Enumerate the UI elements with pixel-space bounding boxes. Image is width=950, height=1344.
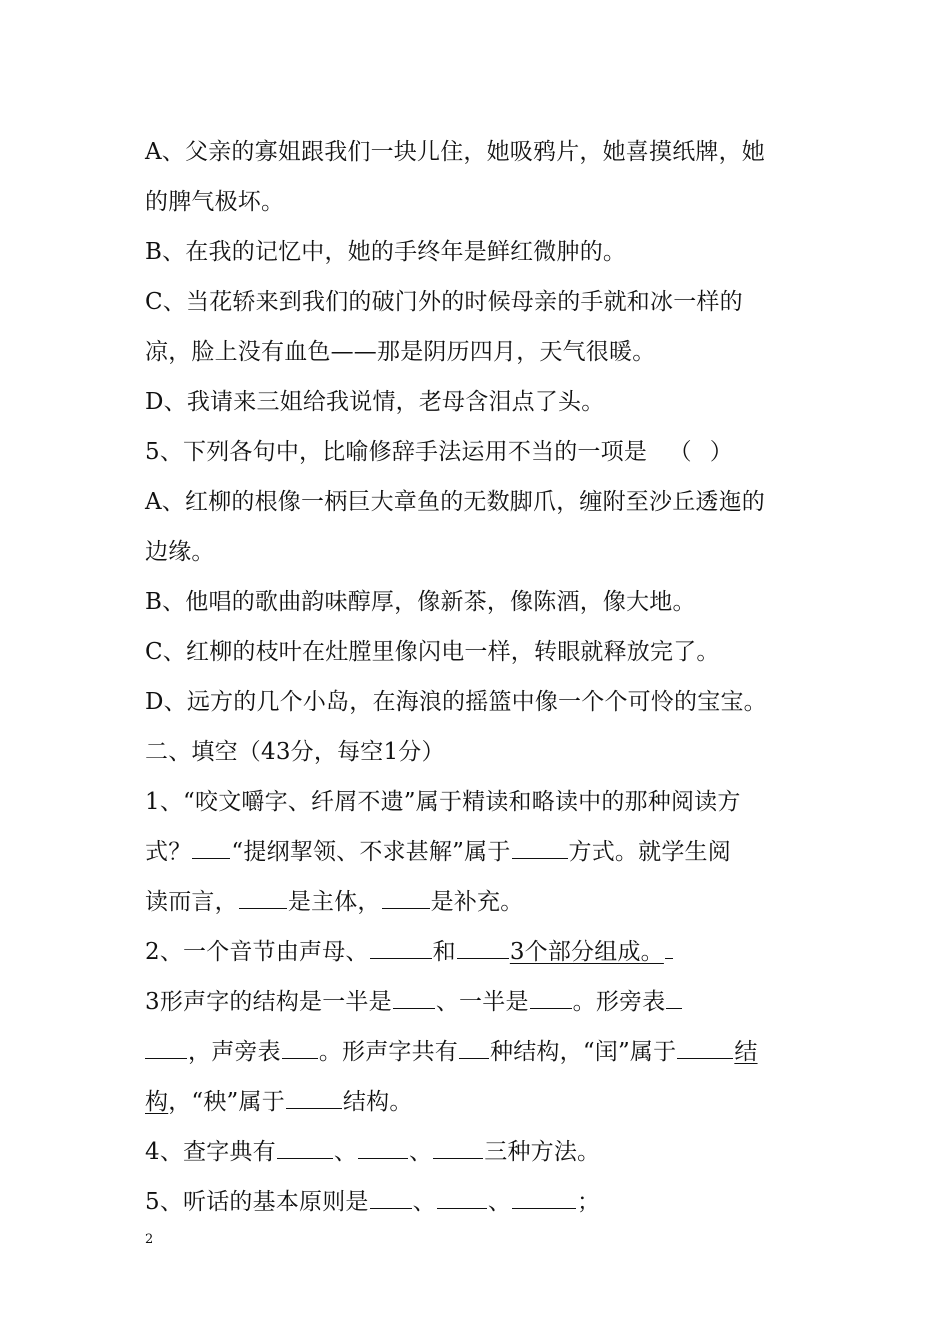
fill-text: 。形旁表: [572, 989, 666, 1015]
text-line: [145, 1077, 825, 1127]
fill-blank[interactable]: [512, 828, 568, 859]
fill-blank[interactable]: [370, 928, 432, 959]
question-5-line: [145, 427, 825, 477]
fill-text: 种结构，“闰”属于: [490, 1039, 677, 1065]
text-line: [145, 927, 825, 977]
text-line: [145, 527, 825, 577]
fill-blank[interactable]: [370, 1178, 412, 1209]
fill-text: 、: [333, 1139, 358, 1165]
fill-text: 方式。就学生阅: [568, 839, 731, 865]
text-line: [145, 1027, 825, 1077]
fill-blank[interactable]: [677, 1028, 733, 1059]
text-line: [145, 827, 825, 877]
fill-text: ，声旁表: [188, 1039, 281, 1065]
fill-blank[interactable]: [192, 828, 230, 859]
fill-text: ；: [577, 1189, 601, 1215]
text-line: [145, 327, 825, 377]
text-line: [145, 477, 825, 527]
fill-blank[interactable]: [282, 1028, 318, 1059]
text-line: [145, 1127, 825, 1177]
option-a-text: A、父亲的寡姐跟我们一块儿住，她吸鸦片，她喜摸纸牌，她: [145, 139, 766, 165]
fill-blank[interactable]: [239, 878, 287, 909]
fill-blank[interactable]: [457, 928, 509, 959]
option-b-text: B、他唱的歌曲韵味醇厚，像新茶，像陈酒，像大地。: [145, 589, 696, 615]
fill-text: ，“秧”属于: [168, 1089, 285, 1115]
document-body: [145, 127, 825, 1227]
option-d-text: D、远方的几个小岛，在海浪的摇篮中像一个个可怜的宝宝。: [145, 689, 767, 715]
fill-text: 式？: [145, 839, 192, 865]
fill-text: 2、一个音节由声母、: [145, 939, 369, 965]
fill-text: 、: [409, 1139, 433, 1165]
fill-text: 是主体，: [287, 889, 381, 915]
fill-text: 、一半是: [435, 989, 529, 1015]
text-line: [145, 677, 825, 727]
text-line: [145, 777, 825, 827]
text-line: [145, 627, 825, 677]
text-line: [145, 977, 825, 1027]
fill-blank[interactable]: [437, 1178, 487, 1209]
fill-text: 读而言，: [145, 889, 238, 915]
fill-text: 4、查字典有: [145, 1139, 276, 1165]
text-line: [145, 127, 825, 177]
section-two-title: 二、填空（43分，每空1分）: [145, 739, 445, 765]
option-b-text: B、在我的记忆中，她的手终年是鲜红微肿的。: [145, 239, 627, 265]
fill-question-1: 1、“咬文嚼字、纤屑不遗”属于精读和略读中的那种阅读方: [145, 789, 741, 815]
fill-blank[interactable]: [145, 1028, 187, 1059]
fill-text: “提纲挈领、不求甚解”属于: [231, 839, 511, 865]
fill-blank[interactable]: [393, 978, 435, 1009]
fill-text: 三种方法。: [484, 1139, 601, 1165]
fill-text: 和: [432, 939, 456, 965]
fill-blank[interactable]: [530, 978, 572, 1009]
fill-text-underlined: 3个部分组成。: [509, 939, 664, 965]
option-a-text: A、红柳的根像一柄巨大章鱼的无数脚爪，缠附至沙丘透迤的: [145, 489, 766, 515]
fill-text: 是补充。: [430, 889, 524, 915]
option-a-text-cont: 边缘。: [145, 539, 215, 565]
text-line: [145, 877, 825, 927]
text-line: [145, 1177, 825, 1227]
text-line: [145, 227, 825, 277]
fill-text: 结构。: [342, 1089, 413, 1115]
option-c-text: C、当花轿来到我们的破门外的时候母亲的手就和冰一样的: [145, 289, 743, 315]
fill-blank[interactable]: [433, 1128, 483, 1159]
fill-blank[interactable]: [286, 1078, 342, 1109]
fill-blank[interactable]: [277, 1128, 333, 1159]
fill-text: 、: [412, 1189, 436, 1215]
text-line: [145, 277, 825, 327]
option-c-text-cont: 凉，脸上没有血色——那是阴历四月，天气很暖。: [145, 339, 656, 365]
fill-text-underlined: 结: [734, 1039, 758, 1065]
answer-paren-close: ）: [709, 439, 733, 465]
option-d-text: D、我请来三姐给我说情，老母含泪点了头。: [145, 389, 605, 415]
fill-blank[interactable]: [382, 878, 430, 909]
fill-blank[interactable]: [459, 1028, 489, 1059]
question-5-text: 5、下列各句中，比喻修辞手法运用不当的一项是: [145, 439, 648, 465]
fill-blank[interactable]: [666, 978, 682, 1009]
page-number: 2: [145, 1232, 154, 1247]
fill-text-underlined: 构: [145, 1089, 169, 1115]
fill-text: 、: [487, 1189, 512, 1215]
text-line: [145, 377, 825, 427]
fill-text: 5、听话的基本原则是: [145, 1189, 369, 1215]
answer-paren-open: （: [668, 439, 692, 465]
option-a-text-cont: 的脾气极坏。: [145, 189, 285, 215]
fill-blank[interactable]: [512, 1178, 576, 1209]
text-line: [145, 177, 825, 227]
fill-blank[interactable]: [665, 928, 673, 959]
text-line: [145, 577, 825, 627]
fill-blank[interactable]: [358, 1128, 408, 1159]
fill-text: 。形声字共有: [318, 1039, 459, 1065]
section-heading: [145, 727, 825, 777]
option-c-text: C、红柳的枝叶在灶膛里像闪电一样，转眼就释放完了。: [145, 639, 720, 665]
fill-text: 3形声字的结构是一半是: [145, 989, 392, 1015]
